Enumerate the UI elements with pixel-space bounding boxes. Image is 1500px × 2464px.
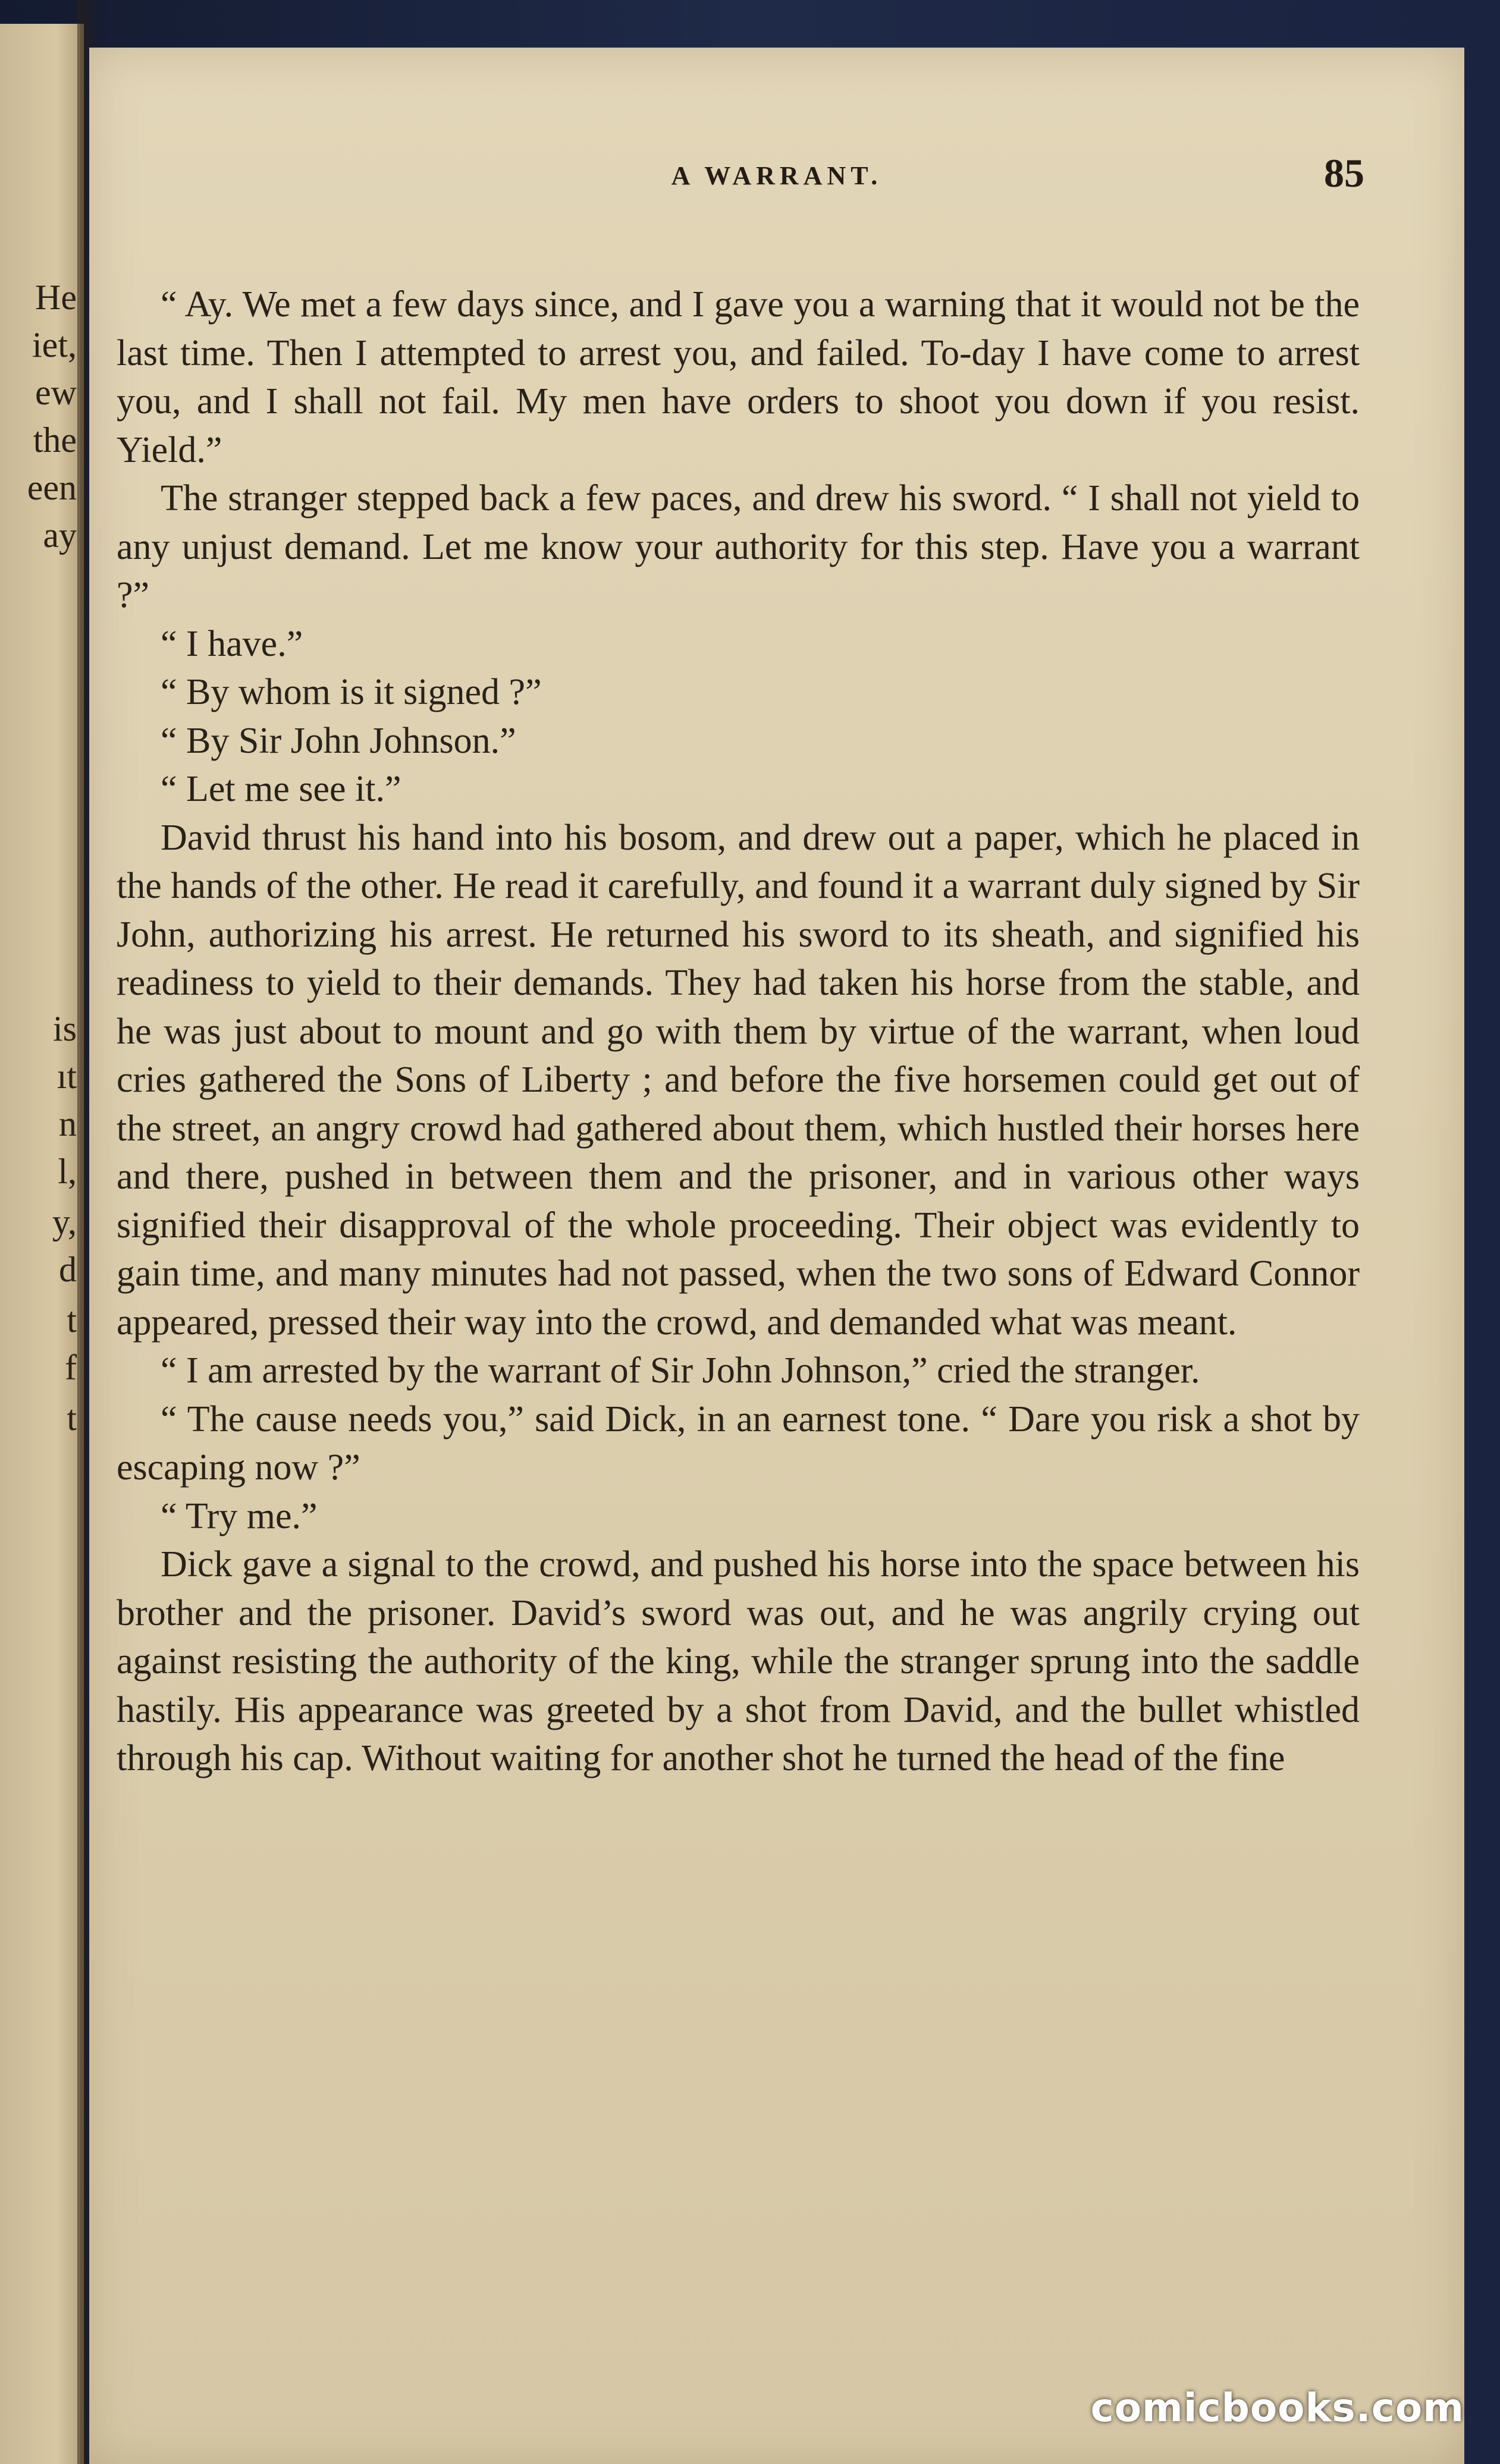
book-page bbox=[89, 48, 1464, 2464]
facing-page-word: d bbox=[59, 1250, 77, 1289]
paragraph: The stranger stepped back a few paces, and drew his sword. “ I shall not yield to any unjust demand. Let me know your authority for this step. Have you a warrant ?” bbox=[117, 478, 1360, 615]
watermark: comicbooks.com bbox=[1090, 2385, 1464, 2431]
facing-page-word: He bbox=[35, 278, 77, 317]
facing-page-word: ıt bbox=[57, 1057, 77, 1096]
paragraph: “ Let me see it.” bbox=[161, 769, 401, 809]
running-head: A WARRANT. bbox=[671, 161, 883, 190]
facing-page-text bbox=[0, 24, 80, 2464]
paragraph: “ The cause needs you,” said Dick, in an earnest tone. “ Dare you risk a shot by escaping now ?” bbox=[117, 1398, 1360, 1488]
facing-page-word: t bbox=[67, 1398, 77, 1438]
paragraph: “ I am arrested by the warrant of Sir John Johnson,” cried the stranger. bbox=[161, 1350, 1200, 1391]
facing-page-word: y, bbox=[52, 1202, 77, 1242]
paragraph: “ By Sir John Johnson.” bbox=[161, 720, 516, 761]
facing-page-word: een bbox=[27, 468, 77, 507]
paragraph: Dick gave a signal to the crowd, and pushed his horse into the space between his brother and the prisoner. David’s sword was out, and he was angrily crying out against resisting the authority of the king, while the stranger sprung into the saddle hastily. His appearance was greeted by a shot from David, and the bullet whistled through his cap. Without waiting for another shot he turned the head of the fine bbox=[117, 1544, 1360, 1778]
paragraph: “ Ay. We met a few days since, and I gave you a warning that it would not be the last time. Then I attempted to arrest you, and failed. To-day I have come to arrest you, and I shall not fail. My men have orders to shoot you down if you resist. Yield.” bbox=[117, 284, 1360, 470]
paragraph: “ I have.” bbox=[161, 623, 303, 664]
facing-page-word: l, bbox=[58, 1152, 77, 1191]
facing-page-word: f bbox=[65, 1348, 77, 1387]
facing-page-word: ew bbox=[35, 373, 77, 412]
body-text bbox=[117, 281, 1360, 1783]
facing-page-word: iet, bbox=[32, 325, 77, 364]
facing-page-word: the bbox=[33, 420, 77, 460]
facing-page-edge bbox=[0, 24, 84, 2464]
paragraph: “ By whom is it signed ?” bbox=[161, 672, 542, 712]
facing-page-word: ay bbox=[43, 516, 77, 555]
page-number: 85 bbox=[1324, 150, 1364, 196]
facing-page-word: is bbox=[52, 1009, 77, 1048]
facing-page-word: n bbox=[59, 1104, 77, 1143]
paragraph: David thrust his hand into his bosom, and drew out a paper, which he placed in the hands of the other. He read it carefully, and found it a warrant duly signed by Sir John, authorizing his arrest. He returned his sword to its sheath, and signified his readiness to yield to their demands. They had taken his horse from the stable, and he was just about to mount and go with them by virtue of the warrant, when loud cries gathered the Sons of Liberty ; and before the five horsemen could get out of the street, an angry crowd had gathered about them, which hustled their horses here and there, pushed in between them and the prisoner, and in various other ways signified their disapproval of the whole proceeding. Their object was evidently to gain time, and many minutes had not passed, when the two sons of Edward Connor appeared, pressed their way into the crowd, and demanded what was meant. bbox=[117, 817, 1360, 1343]
facing-page-word: t bbox=[67, 1300, 77, 1340]
paragraph: “ Try me.” bbox=[161, 1495, 318, 1536]
